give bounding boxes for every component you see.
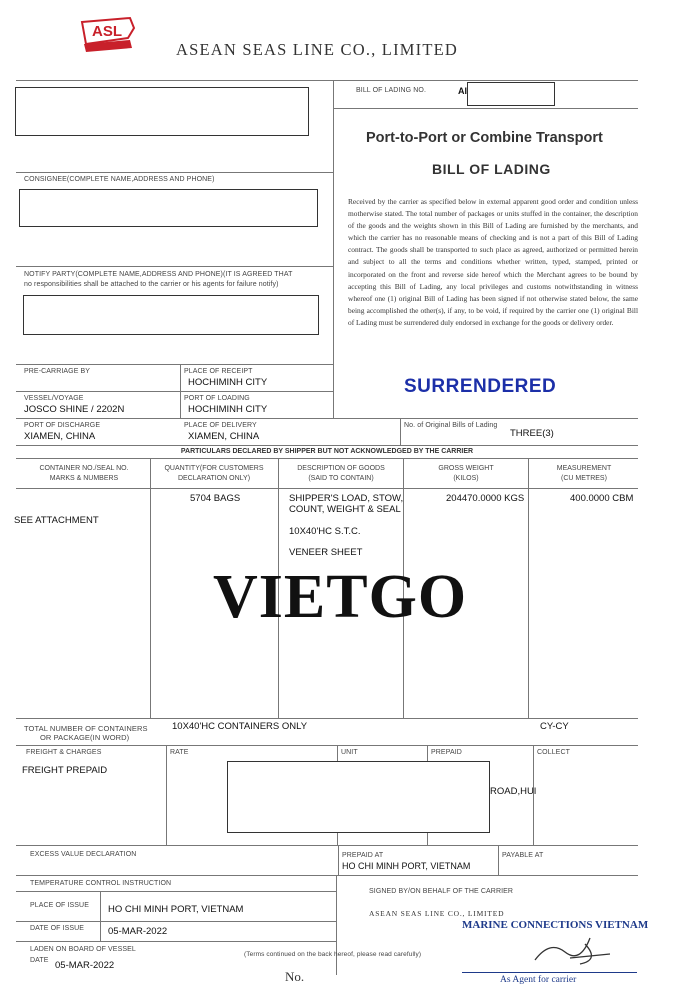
vietgo-watermark: VIETGO <box>213 563 468 631</box>
description-line-3: 10X40'HC S.T.C. <box>289 526 361 537</box>
excess-label: EXCESS VALUE DECLARATION <box>30 851 137 858</box>
payable-at-label: PAYABLE AT <box>502 852 544 859</box>
particulars-banner: PARTICULARS DECLARED BY SHIPPER BUT NOT ACKNOWLEDGED BY THE CARRIER <box>180 448 474 455</box>
carrier-name: ASEAN SEAS LINE CO., LIMITED <box>369 909 505 918</box>
agent-text: As Agent for carrier <box>500 975 577 985</box>
bl-no-value: AI <box>458 86 467 96</box>
freight-value: FREIGHT PREPAID <box>22 765 108 776</box>
logo-text: ASL <box>92 23 122 40</box>
total-label-2: OR PACKAGE(IN WORD) <box>40 733 130 742</box>
consignee-redacted <box>19 189 318 227</box>
col-measure-1: MEASUREMENT <box>556 465 612 472</box>
col-container-2: MARKS & NUMBERS <box>49 475 119 482</box>
col-container-1: CONTAINER NO./SEAL NO. <box>39 465 129 472</box>
prepaid-at-label: PREPAID AT <box>342 852 384 859</box>
loading-label: PORT OF LOADING <box>184 395 250 402</box>
marks-value: SEE ATTACHMENT <box>14 515 99 526</box>
weight-value: 204470.0000 KGS <box>446 493 525 504</box>
discharge-value: XIAMEN, CHINA <box>24 431 96 442</box>
vessel-label: VESSEL/VOYAGE <box>24 395 84 402</box>
transport-title: Port-to-Port or Combine Transport <box>366 130 603 146</box>
unit-label: UNIT <box>341 749 358 756</box>
terms-paragraph: Received by the carrier as specified below in external apparent good order and condition unless motherwise stated. The total number of packages or units stuffed in the container, the description of the goods and the weights shown in this Bill of Lading are furnished by the merchants, and which the carrier has no reasonable means of checking and is not a part of this Bill of Lading contract. The goods shall be transported to such place as agreed, authorized or permitted herein and subject to all the terms and conditions whether written, typed, stamped, printed or incorporated on the front and reverse side hereof which the Merchant agrees to be bound by accepting this Bill of Lading, any local privileges and customs notwithstanding in witness whereof one (1) original Bill of Lading has been signed if not otherwise stated below, the same being accomplished the other(s), if any, to be void, if required by the carrier one (1) original Bill of Lading must be surrendered duly endorsed in exchange for the goods or delivery order. <box>348 197 638 327</box>
col-measure-2: (CU METRES) <box>561 475 607 482</box>
notify-redacted <box>23 295 319 335</box>
col-quantity-1: QUANTITY(FOR CUSTOMERS <box>164 465 264 472</box>
receipt-value: HOCHIMINH CITY <box>188 377 268 388</box>
notify-label-1: NOTIFY PARTY(COMPLETE NAME,ADDRESS AND PHONE)(IT IS AGREED THAT <box>24 271 293 278</box>
rate-label: RATE <box>170 749 189 756</box>
place-issue-label: PLACE OF ISSUE <box>30 902 89 909</box>
originals-label: No. of Original Bills of Lading <box>404 422 498 429</box>
notify-label-2: no responsibilities shall be attached to the carrier or his agents for failure notify) <box>24 281 279 288</box>
vessel-value: JOSCO SHINE / 2202N <box>24 404 125 415</box>
shipper-redacted <box>15 87 309 136</box>
no-label: No. <box>285 969 305 984</box>
prepaid-at-value: HO CHI MINH PORT, VIETNAM <box>342 861 471 871</box>
total-label-1: TOTAL NUMBER OF CONTAINERS <box>24 724 148 733</box>
collect-label: COLLECT <box>537 749 570 756</box>
freight-partial-text: ROAD,HUI <box>490 786 537 797</box>
delivery-value: XIAMEN, CHINA <box>188 431 260 442</box>
discharge-label: PORT OF DISCHARGE <box>24 422 101 429</box>
col-weight-2: (KILOS) <box>453 475 479 482</box>
total-value: 10X40'HC CONTAINERS ONLY <box>172 721 308 732</box>
measurement-value: 400.0000 CBM <box>570 493 634 504</box>
term-value: CY-CY <box>540 721 569 732</box>
consignee-label: CONSIGNEE(COMPLETE NAME,ADDRESS AND PHONE) <box>24 176 215 183</box>
freight-charges-label: FREIGHT & CHARGES <box>26 749 102 756</box>
originals-value: THREE(3) <box>510 428 554 439</box>
terms-note: (Terms continued on the back hereof, please read carefully) <box>244 951 422 958</box>
surrendered-stamp: SURRENDERED <box>404 376 557 397</box>
signed-label: SIGNED BY/ON BEHALF OF THE CARRIER <box>369 888 514 895</box>
company-logo <box>80 14 136 54</box>
company-name: ASEAN SEAS LINE CO., LIMITED <box>176 40 459 59</box>
stamp-name: MARINE CONNECTIONS VIETNAM <box>462 919 649 931</box>
freight-redacted <box>227 761 490 833</box>
col-description-2: (SAID TO CONTAIN) <box>308 475 374 482</box>
laden-value: 05-MAR-2022 <box>55 960 115 971</box>
date-issue-value: 05-MAR-2022 <box>108 926 168 937</box>
bl-no-redacted <box>467 82 555 106</box>
loading-value: HOCHIMINH CITY <box>188 404 268 415</box>
description-line-4: VENEER SHEET <box>289 547 363 558</box>
col-weight-1: GROSS WEIGHT <box>438 465 494 472</box>
pre-carriage-label: PRE-CARRIAGE BY <box>24 368 91 375</box>
col-description-1: DESCRIPTION OF GOODS <box>297 465 385 472</box>
place-issue-value: HO CHI MINH PORT, VIETNAM <box>108 904 244 915</box>
temperature-label: TEMPERATURE CONTROL INSTRUCTION <box>30 880 172 887</box>
laden-label-2: DATE <box>30 957 49 964</box>
date-issue-label: DATE OF ISSUE <box>30 925 85 932</box>
description-line-2: COUNT, WEIGHT & SEAL <box>289 504 401 515</box>
quantity-value: 5704 BAGS <box>190 493 241 504</box>
prepaid-label: PREPAID <box>431 749 462 756</box>
delivery-label: PLACE OF DELIVERY <box>184 422 257 429</box>
description-line-1: SHIPPER'S LOAD, STOW, <box>289 493 404 504</box>
col-quantity-2: DECLARATION ONLY) <box>177 475 251 482</box>
signature-scribble <box>530 930 620 970</box>
doc-title: BILL OF LADING <box>432 161 551 177</box>
laden-label-1: LADEN ON BOARD OF VESSEL <box>30 946 136 953</box>
receipt-label: PLACE OF RECEIPT <box>184 368 253 375</box>
bl-no-label: BILL OF LADING NO. <box>356 87 427 94</box>
